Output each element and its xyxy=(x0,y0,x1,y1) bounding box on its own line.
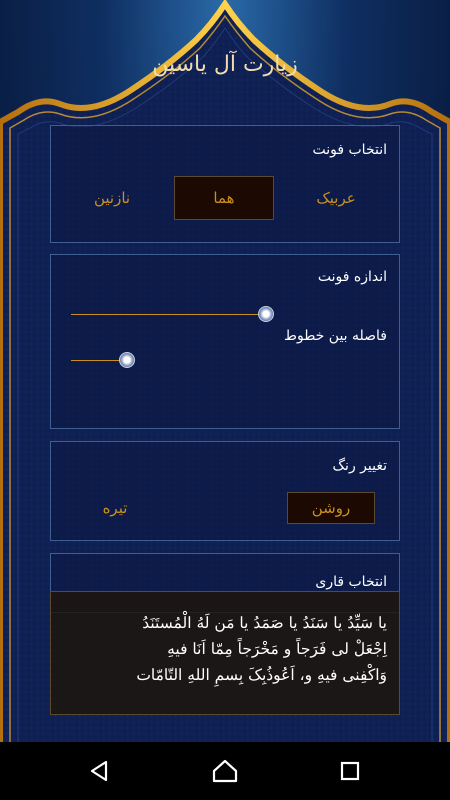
line-spacing-slider[interactable] xyxy=(71,351,381,371)
line-spacing-label: فاصله بین خطوط xyxy=(284,328,387,344)
font-size-thumb[interactable] xyxy=(258,306,274,322)
back-icon[interactable] xyxy=(85,756,115,786)
color-change-label: تغییر رنگ xyxy=(332,458,387,474)
color-change-panel xyxy=(50,441,400,541)
home-icon[interactable] xyxy=(210,756,240,786)
font-option-nazanin[interactable]: نازنین xyxy=(93,189,131,207)
color-option-dark[interactable]: تیره xyxy=(102,499,128,517)
font-select-panel xyxy=(50,125,400,243)
system-navbar xyxy=(0,742,450,800)
reciter-label: انتخاب قاری xyxy=(315,574,387,590)
preview-line-1: یا سَیِّدُ یا سَنَدُ یا صَمَدُ یا مَن لَهُ الْمُستَنَدُ xyxy=(142,614,387,632)
font-size-slider[interactable] xyxy=(71,305,381,325)
app-title: زیارت آل یاسین xyxy=(152,52,298,77)
preview-line-3: وَاکْفِنی فیهِ و، اَعُوذُبِکَ بِسمِ اللهِ التّامّات xyxy=(136,666,387,684)
font-option-arabic[interactable]: عربیک xyxy=(316,189,356,207)
font-option-homa[interactable]: هما xyxy=(174,176,274,220)
color-option-light[interactable]: روشن xyxy=(287,492,375,524)
preview-line-2: اِجْعَلْ لی فَرَجاً و مَخْرَجاً مِمّا اَنَا فیهِ xyxy=(167,640,387,658)
font-size-label: اندازه فونت xyxy=(317,269,387,285)
text-preview-box xyxy=(50,591,400,715)
recents-icon[interactable] xyxy=(335,756,365,786)
font-select-label: انتخاب فونت xyxy=(312,142,387,158)
font-size-panel xyxy=(50,254,400,429)
line-spacing-thumb[interactable] xyxy=(119,352,135,368)
font-size-track xyxy=(71,314,266,315)
